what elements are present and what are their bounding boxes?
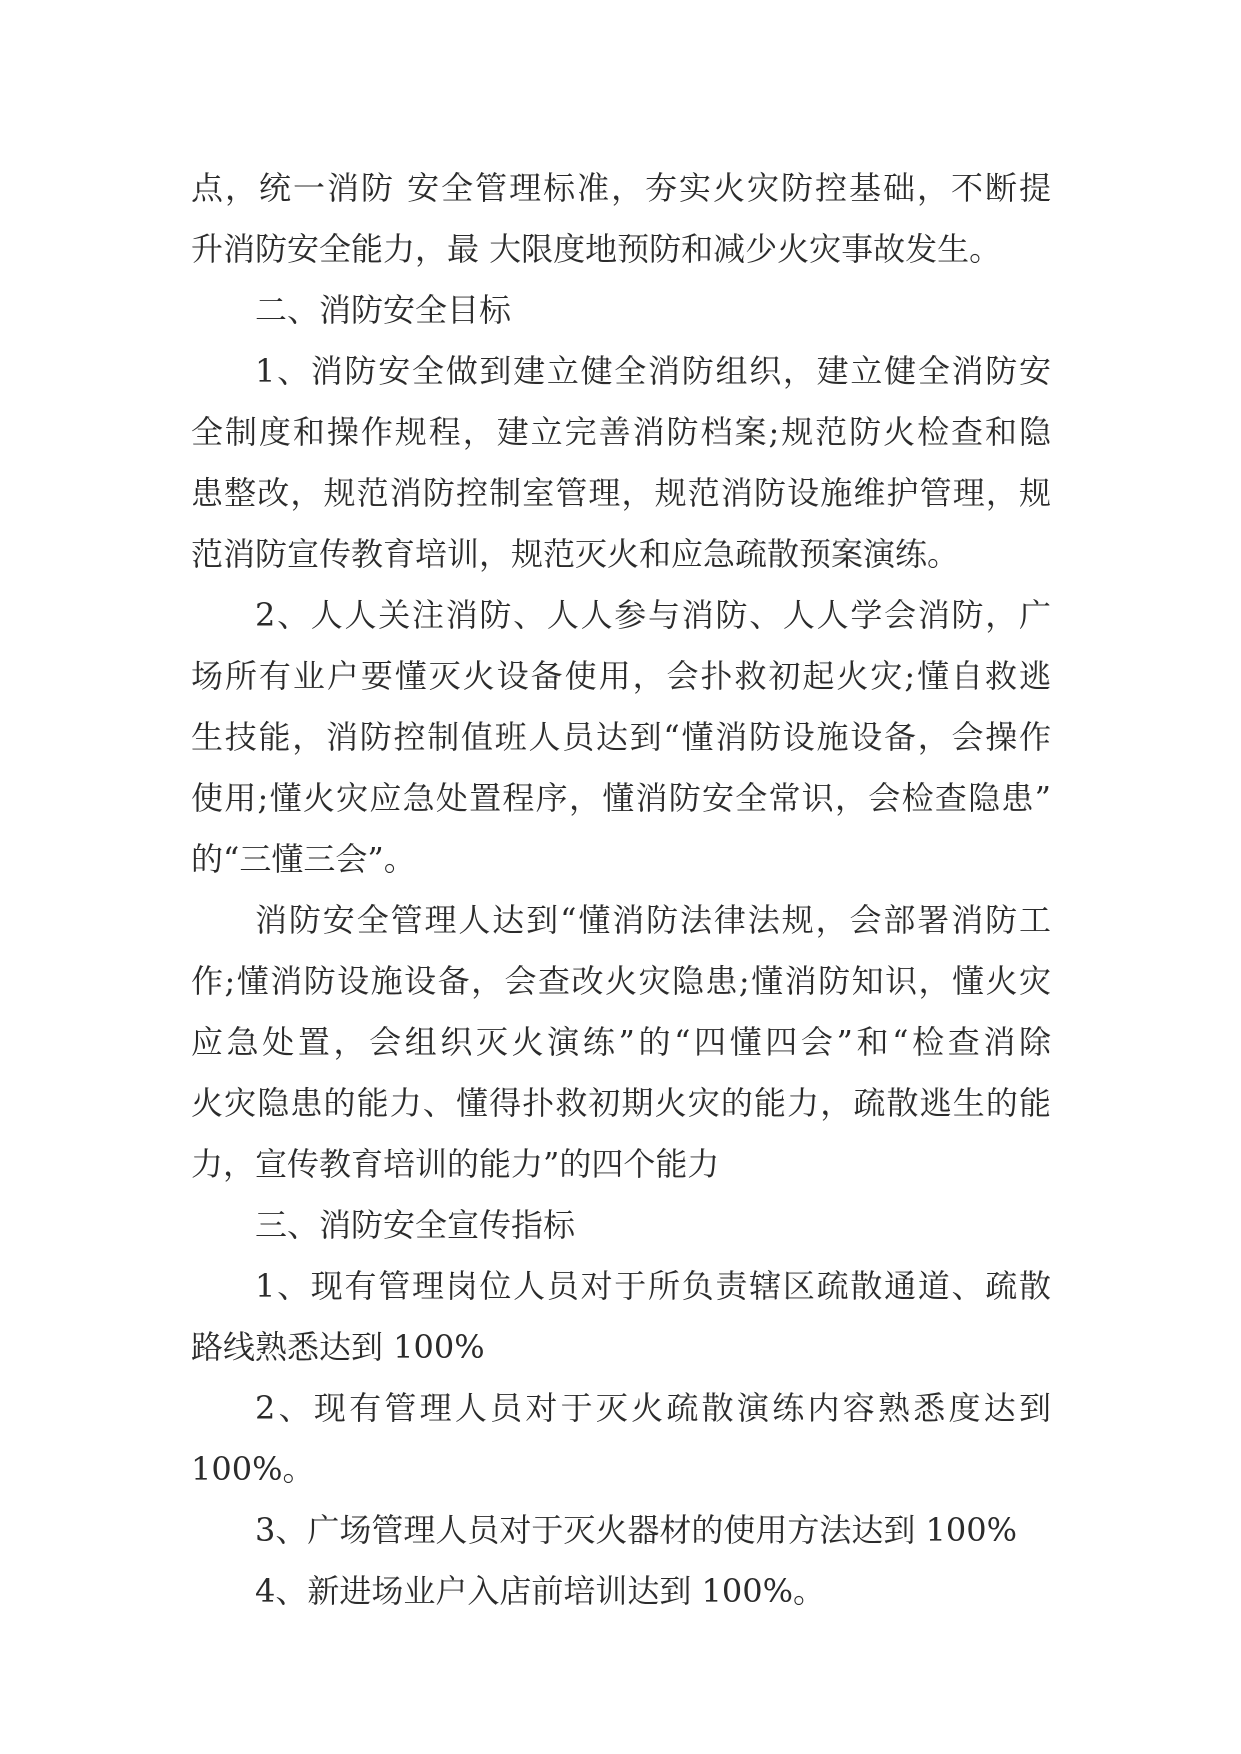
text-line: 的“三懂三会”。 bbox=[191, 840, 416, 878]
text-line: 路线熟悉达到 100% bbox=[191, 1328, 485, 1366]
text-line: 点，统一消防 安全管理标准，夯实火灾防控基础，不断提 bbox=[191, 169, 1051, 207]
text-line: 1、消防安全做到建立健全消防组织，建立健全消防安 bbox=[255, 352, 1051, 390]
text-line: 消防安全管理人达到“懂消防法律法规，会部署消防工 bbox=[255, 901, 1051, 939]
text-line: 范消防宣传教育培训，规范灭火和应急疏散预案演练。 bbox=[191, 535, 960, 573]
text-line: 1、现有管理岗位人员对于所负责辖区疏散通道、疏散 bbox=[255, 1267, 1051, 1305]
text-line: 升消防安全能力，最 大限度地预防和减少火灾事故发生。 bbox=[191, 230, 1002, 268]
text-line: 3、广场管理人员对于灭火器材的使用方法达到 100% bbox=[255, 1511, 1018, 1549]
text-line: 2、人人关注消防、人人参与消防、人人学会消防，广 bbox=[255, 596, 1051, 634]
text-line: 作;懂消防设施设备，会查改火灾隐患;懂消防知识，懂火灾 bbox=[191, 962, 1051, 1000]
text-line: 4、新进场业户入店前培训达到 100%。 bbox=[255, 1572, 826, 1610]
text-line: 患整改，规范消防控制室管理，规范消防设施维护管理，规 bbox=[191, 474, 1051, 512]
text-line: 场所有业户要懂灭火设备使用，会扑救初起火灾;懂自救逃 bbox=[191, 657, 1051, 695]
section-heading: 二、消防安全目标 bbox=[255, 291, 512, 329]
text-line: 全制度和操作规程，建立完善消防档案;规范防火检查和隐 bbox=[191, 413, 1051, 451]
document-body bbox=[191, 158, 1051, 1622]
text-line: 2、现有管理人员对于灭火疏散演练内容熟悉度达到 bbox=[255, 1389, 1051, 1427]
text-line: 生技能，消防控制值班人员达到“懂消防设施设备，会操作 bbox=[191, 718, 1051, 756]
text-line: 力，宣传教育培训的能力”的四个能力 bbox=[191, 1145, 720, 1183]
text-line: 火灾隐患的能力、懂得扑救初期火灾的能力，疏散逃生的能 bbox=[191, 1084, 1051, 1122]
section-heading: 三、消防安全宣传指标 bbox=[255, 1206, 576, 1244]
text-line: 使用;懂火灾应急处置程序，懂消防安全常识，会检查隐患” bbox=[191, 779, 1051, 817]
text-line: 100%。 bbox=[191, 1450, 315, 1488]
text-line: 应急处置，会组织灭火演练”的“四懂四会”和“检查消除 bbox=[191, 1023, 1051, 1061]
